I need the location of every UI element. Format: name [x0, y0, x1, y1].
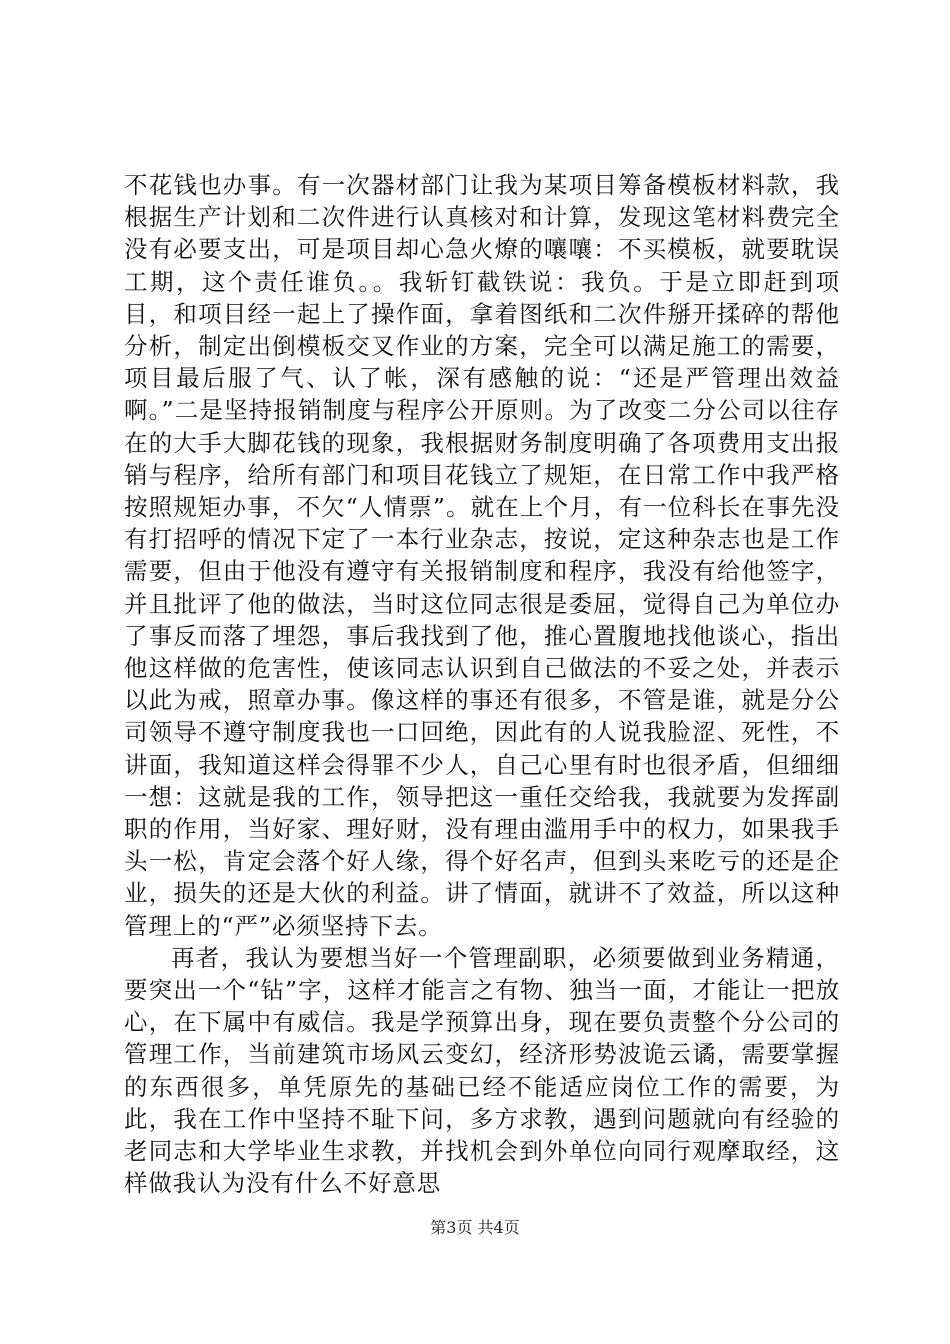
- paragraph-2: 再者，我认为要想当好一个管理副职，必须要做到业务精通，要突出一个“钻”字，这样才能言之有物、独当一面，才能让一把放心，在下属中有威信。我是学预算出身，现在要负责整个分公司的管理工作，当前建筑市场风云变幻，经济形势波诡云谲，需要掌握的东西很多，单凭原先的基础已经不能适应岗位工作的需要，为此，我在工作中坚持不耻下问，多方求教，遇到问题就向有经验的老同志和大学毕业生求教，并找机会到外单位向同行观摩取经，这样做我认为没有什么不好意思: [124, 943, 840, 1198]
- document-body: [124, 169, 840, 1200]
- paragraph-1: 不花钱也办事。有一次器材部门让我为某项目筹备模板材料款，我根据生产计划和二次件进行认真核对和计算，发现这笔材料费完全没有必要支出，可是项目却心急火燎的嚷嚷：不买模板，就要耽误工期，这个责任谁负。。我斩钉截铁说：我负。于是立即赶到项目，和项目经一起上了操作面，拿着图纸和二次件掰开揉碎的帮他分析，制定出倒模板交叉作业的方案，完全可以满足施工的需要，项目最后服了气、认了帐，深有感触的说：“还是严管理出效益啊。”二是坚持报销制度与程序公开原则。为了改变二分公司以往存在的大手大脚花钱的现象，我根据财务制度明确了各项费用支出报销与程序，给所有部门和项目花钱立了规矩，在日常工作中我严格按照规矩办事，不欠“人情票”。就在上个月，有一位科长在事先没有打招呼的情况下定了一本行业杂志，按说，定这种杂志也是工作需要，但由于他没有遵守有关报销制度和程序，我没有给他签字，并且批评了他的做法，当时这位同志很是委屈，觉得自己为单位办了事反而落了埋怨，事后我找到了他，推心置腹地找他谈心，指出他这样做的危害性，使该同志认识到自己做法的不妥之处，并表示以此为戒，照章办事。像这样的事还有很多，不管是谁，就是分公司领导不遵守制度我也一口回绝，因此有的人说我脸涩、死性，不讲面，我知道这样会得罪不少人，自己心里有时也很矛盾，但细细一想：这就是我的工作，领导把这一重任交给我，我就要为发挥副职的作用，当好家、理好财，没有理由滥用手中的权力，如果我手头一松，肯定会落个好人缘，得个好名声，但到头来吃亏的还是企业，损失的还是大伙的利益。讲了情面，就讲不了效益，所以这种管理上的“严”必须坚持下去。: [124, 171, 840, 940]
- page-total: 共4页: [477, 1218, 520, 1237]
- page-number: 第3页: [430, 1218, 473, 1237]
- page-footer: [0, 1215, 950, 1238]
